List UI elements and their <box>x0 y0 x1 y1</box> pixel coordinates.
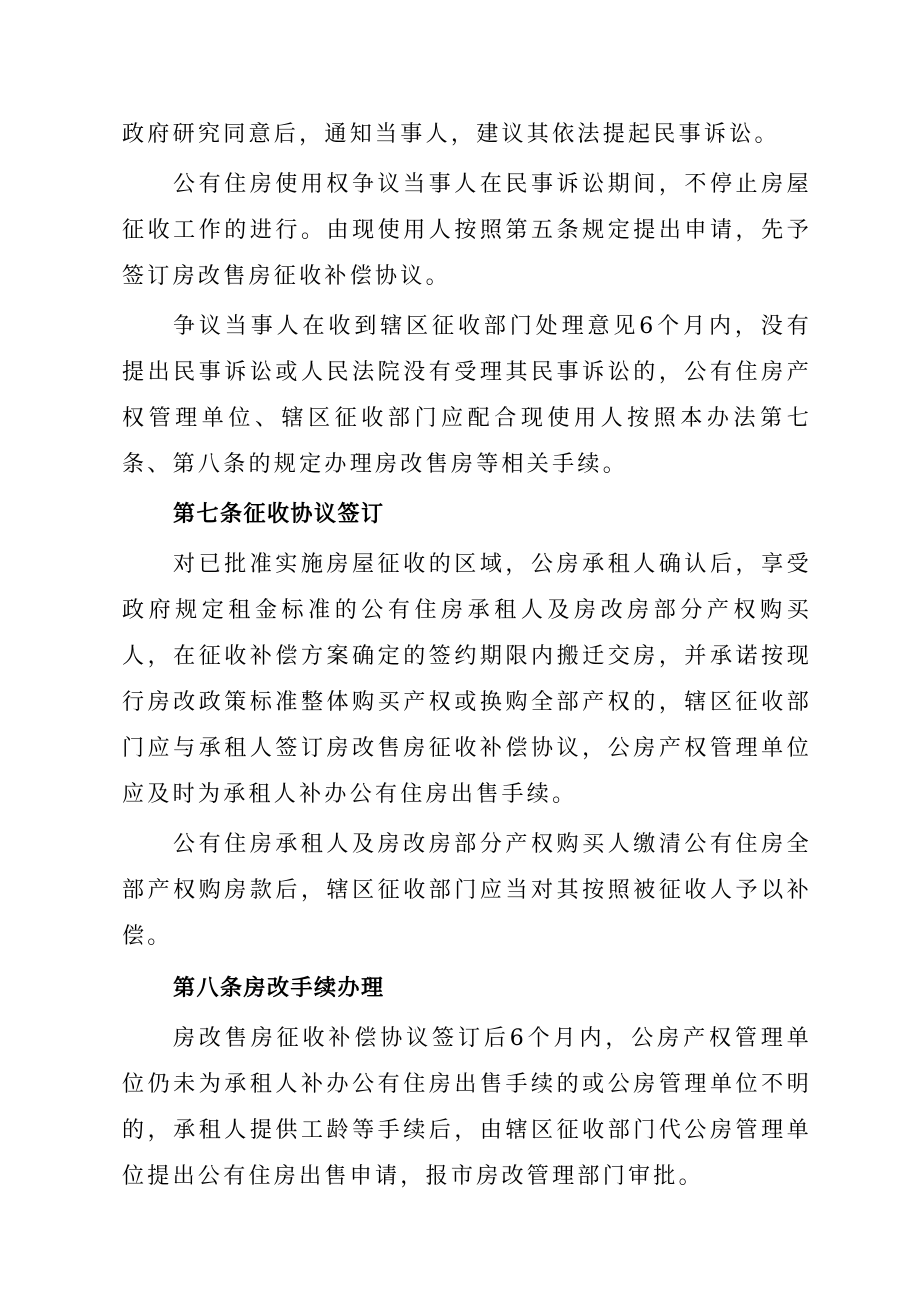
document-body <box>122 112 812 1200</box>
paragraph-dispute-litigation: 公有住房使用权争议当事人在民事诉讼期间，不停止房屋征收工作的进行。由现使用人按照第五条规定提出申请，先予签订房改售房征收补偿协议。 <box>122 172 812 289</box>
article-7-heading: 第七条征收协议签订 <box>173 502 385 527</box>
paragraph-compensation: 公有住房承租人及房改房部分产权购买人缴清公有住房全部产权购房款后，辖区征收部门应当对其按照被征收人予以补偿。 <box>122 832 812 949</box>
paragraph-agreement-signing: 对已批准实施房屋征收的区域，公房承租人确认后，享受政府规定租金标准的公有住房承租人及房改房部分产权购买人，在征收补偿方案确定的签约期限内搬迁交房，并承诺按现行房改政策标准整体购买产权或换购全部产权的，辖区征收部门应与承租人签订房改售房征收补偿协议，公房产权管理单位应及时为承租人补办公有住房出售手续。 <box>122 552 812 807</box>
paragraph-dispute-timeline: 争议当事人在收到辖区征收部门处理意见6个月内，没有提出民事诉讼或人民法院没有受理其民事诉讼的，公有住房产权管理单位、辖区征收部门应配合现使用人按照本办法第七条、第八条的规定办理房改售房等相关手续。 <box>122 314 812 477</box>
paragraph-procedures: 房改售房征收补偿协议签订后6个月内，公房产权管理单位仍未为承租人补办公有住房出售手续的或公房管理单位不明的，承租人提供工龄等手续后，由辖区征收部门代公房管理单位提出公有住房出售申请，报市房改管理部门审批。 <box>122 1026 812 1189</box>
article-8-heading: 第八条房改手续办理 <box>173 976 385 1001</box>
paragraph-continuation: 政府研究同意后，通知当事人，建议其依法提起民事诉讼。 <box>122 122 780 147</box>
